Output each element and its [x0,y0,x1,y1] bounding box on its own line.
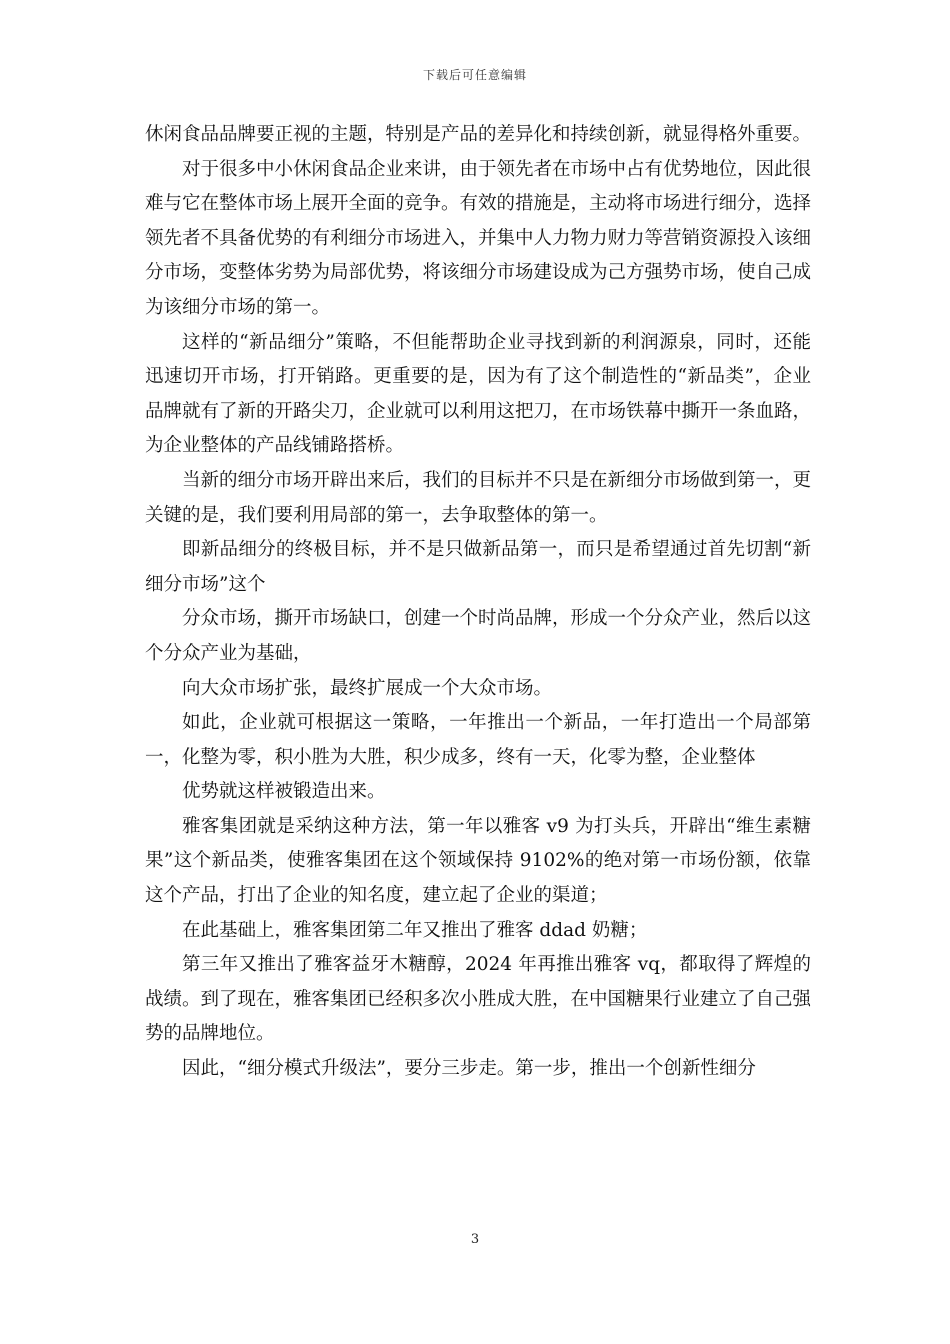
paragraph: 即新品细分的终极目标，并不是只做新品第一，而只是希望通过首先切割“新细分市场”这个 [145,539,811,595]
paragraph: 优势就这样被锻造出来。 [182,781,386,803]
paragraph: 当新的细分市场开辟出来后，我们的目标并不只是在新细分市场做到第一，更关键的是，我们要利用局部的第一，去争取整体的第一。 [145,469,812,526]
paragraph: 休闲食品品牌要正视的主题，特别是产品的差异化和持续创新，就显得格外重要。 [145,124,812,145]
paragraph: 因此，“细分模式升级法”，要分三步走。第一步，推出一个创新性细分 [182,1058,756,1080]
document-body [145,118,811,1087]
paragraph: 第三年又推出了雅客益牙木糖醇，2024 年再推出雅客 vq，都取得了辉煌的战绩。到了现在，雅客集团已经积多次小胜成大胜，在中国糖果行业建立了自己强势的品牌地位。 [145,954,812,1045]
paragraph: 雅客集团就是采纳这种方法，第一年以雅客 v9 为打头兵，开辟出“维生素糖果”这个新品类，使雅客集团在这个领域保持 9102%的绝对第一市场份额，依靠这个产品，打出了企业的知名度，建立起了企业的渠道； [145,815,811,907]
page-number: 3 [470,1232,480,1247]
paragraph: 分众市场，撕开市场缺口，创建一个时尚品牌，形成一个分众产业，然后以这个分众产业为基础， [145,608,812,664]
paragraph: 向大众市场扩张，最终扩展成一个大众市场。 [182,677,553,699]
page-header: 下载后可任意编辑 [422,68,527,82]
paragraph: 在此基础上，雅客集团第二年又推出了雅客 ddad 奶糖； [182,919,648,941]
paragraph: 对于很多中小休闲食品企业来讲，由于领先者在市场中占有优势地位，因此很难与它在整体市场上展开全面的竞争。有效的措施是，主动将市场进行细分，选择领先者不具备优势的有利细分市场进入，并集中人力物力财力等营销资源投入该细分市场，变整体劣势为局部优势，将该细分市场建设成为己方强势市场，使自己成为该细分市场的第一。 [145,158,812,318]
paragraph: 如此，企业就可根据这一策略，一年推出一个新品，一年打造出一个局部第一，化整为零，积小胜为大胜，积少成多，终有一天，化零为整，企业整体 [145,712,811,768]
paragraph: 这样的“新品细分”策略，不但能帮助企业寻找到新的利润源泉，同时，还能迅速切开市场，打开销路。更重要的是，因为有了这个制造性的“新品类”，企业品牌就有了新的开路尖刀，企业就可以利用这把刀，在市场铁幕中撕开一条血路，为企业整体的产品线铺路搭桥。 [145,331,812,457]
